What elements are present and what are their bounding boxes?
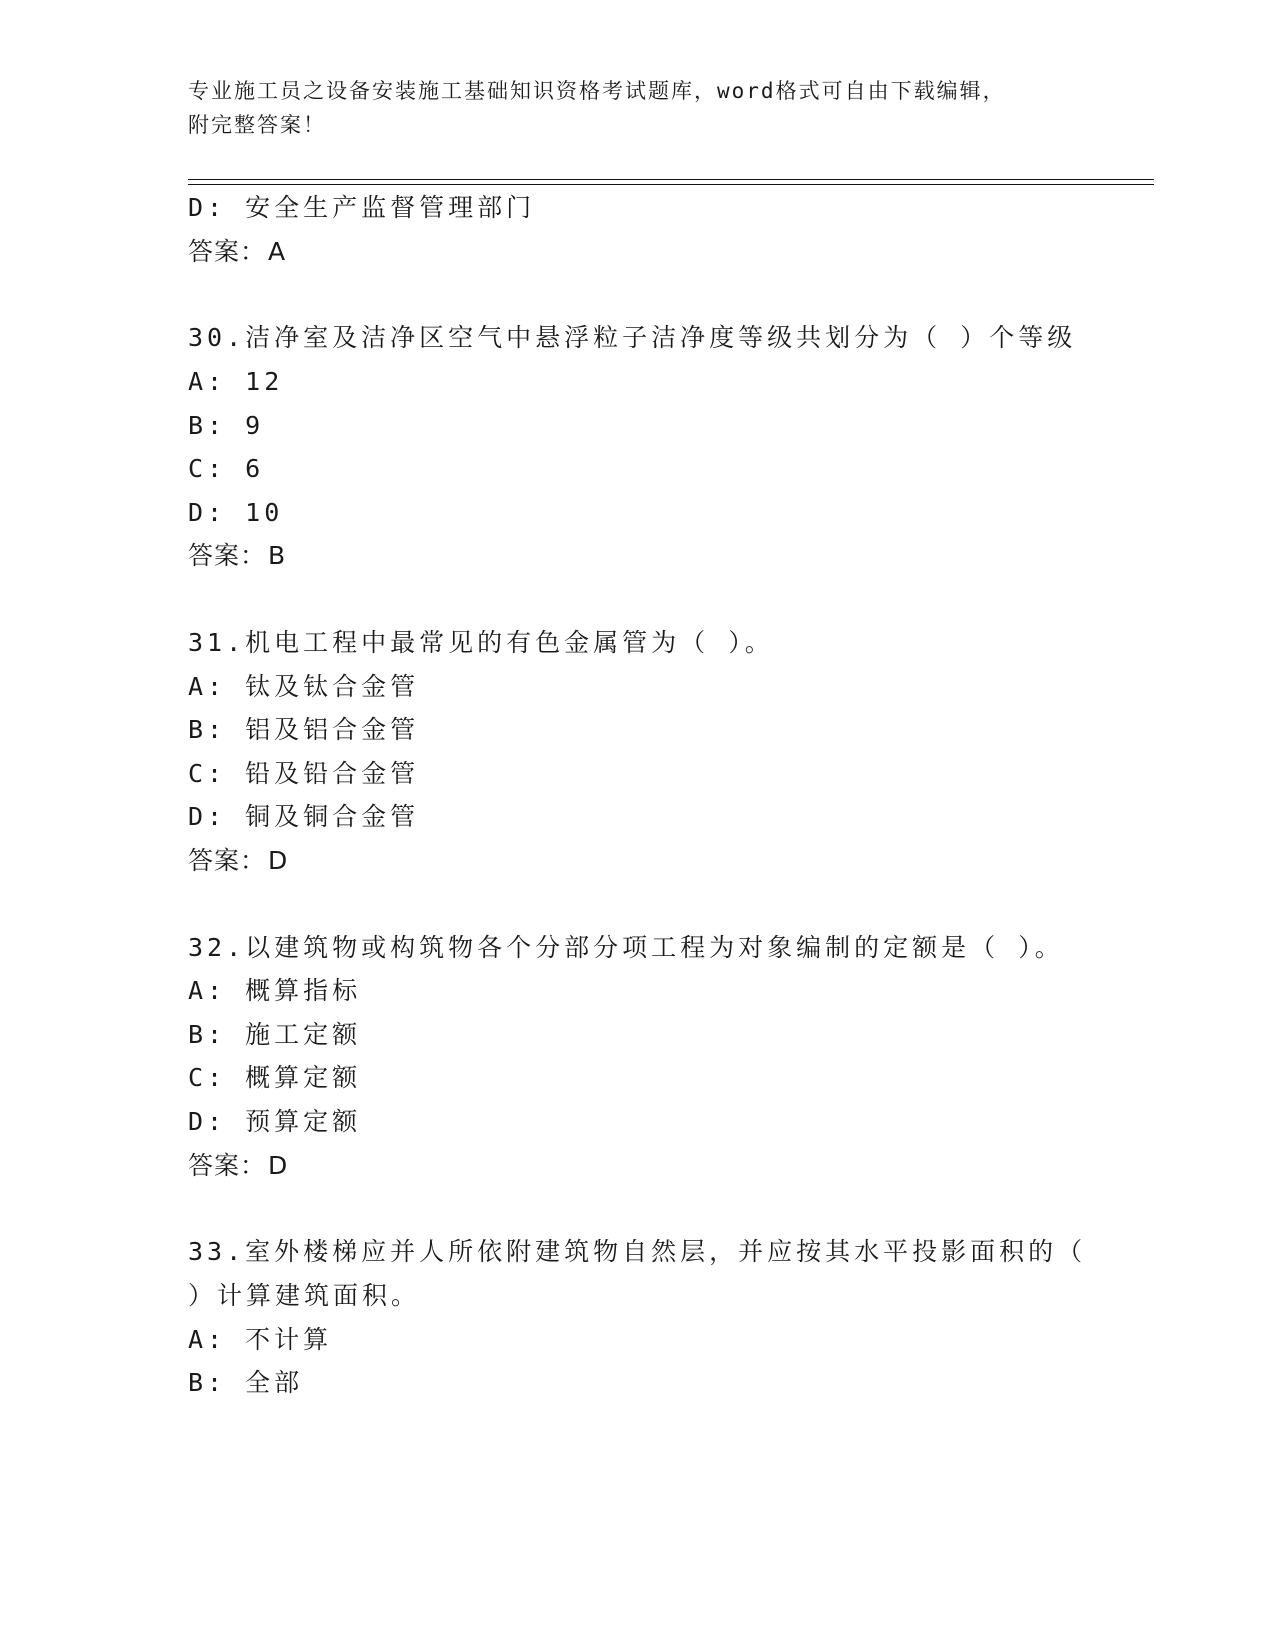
question-31-option-a: A: 钛及钛合金管 <box>188 672 420 701</box>
question-33-stem-line-1: 33.室外楼梯应并人所依附建筑物自然层，并应按其水平投影面积的（ <box>188 1237 1087 1266</box>
answer-label: 答案： <box>188 1151 267 1180</box>
answer-value: A <box>268 237 287 266</box>
document-header <box>188 74 1068 142</box>
question-30-option-a: A: 12 <box>188 367 284 396</box>
header-divider-bottom <box>188 184 1154 185</box>
header-line-2: 附完整答案！ <box>188 113 326 137</box>
prev-option-d: D: 安全生产监督管理部门 <box>188 193 536 222</box>
answer-label: 答案： <box>188 541 267 570</box>
question-31-option-b: B: 铝及铝合金管 <box>188 715 420 744</box>
answer-value: D <box>268 846 289 875</box>
answer-label: 答案： <box>188 846 267 875</box>
question-32-option-d: D: 预算定额 <box>188 1107 362 1136</box>
question-32-option-a: A: 概算指标 <box>188 976 362 1005</box>
question-32-stem: 32.以建筑物或构筑物各个分部分项工程为对象编制的定额是（ ）。 <box>188 933 1064 962</box>
question-30-option-b: B: 9 <box>188 411 265 440</box>
question-32-answer <box>188 1150 288 1182</box>
question-32-option-b: B: 施工定额 <box>188 1020 362 1049</box>
answer-label: 答案： <box>188 237 267 266</box>
header-line-1: 专业施工员之设备安装施工基础知识资格考试题库，word格式可自由下载编辑， <box>188 79 1006 103</box>
header-divider-top <box>188 179 1154 180</box>
prev-answer <box>188 236 286 268</box>
question-31-stem: 31.机电工程中最常见的有色金属管为（ ）。 <box>188 628 774 657</box>
answer-value: B <box>268 541 287 570</box>
question-31-option-c: C: 铅及铅合金管 <box>188 759 420 788</box>
question-32-option-c: C: 概算定额 <box>188 1063 362 1092</box>
question-30-stem: 30.洁净室及洁净区空气中悬浮粒子洁净度等级共划分为（ ）个等级 <box>188 323 1077 352</box>
question-30-answer <box>188 540 286 572</box>
question-30-option-c: C: 6 <box>188 454 265 483</box>
question-33-option-a: A: 不计算 <box>188 1325 333 1354</box>
question-33-option-b: B: 全部 <box>188 1368 304 1397</box>
question-31-answer <box>188 845 288 877</box>
question-33-stem-line-2: ）计算建筑面积。 <box>188 1281 421 1310</box>
question-31-option-d: D: 铜及铜合金管 <box>188 802 420 831</box>
answer-value: D <box>268 1151 289 1180</box>
question-30-option-d: D: 10 <box>188 498 284 527</box>
